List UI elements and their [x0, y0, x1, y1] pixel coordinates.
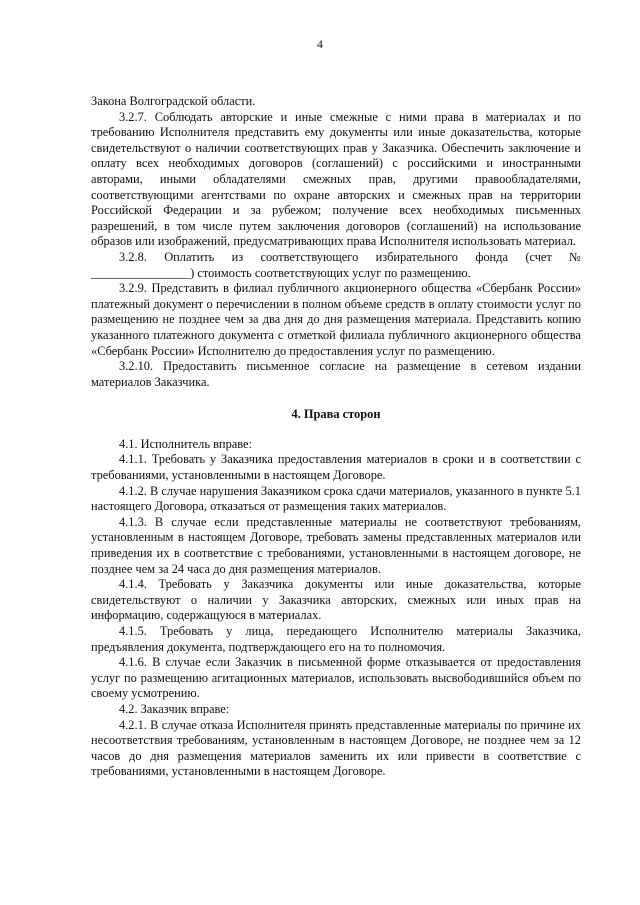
paragraph-4-1-2: 4.1.2. В случае нарушения Заказчиком срока сдачи материалов, указанного в пункте 5.1 настоящего Договора, отказаться от размещения таких материалов. [91, 483, 581, 514]
paragraph-4-1-5: 4.1.5. Требовать у лица, передающего Исполнителю материалы Заказчика, предъявления документа, подтверждающего его на то полномочия. [91, 624, 581, 654]
page-number: 4 [317, 37, 323, 51]
paragraph-4-1-3: 4.1.3. В случае если представленные материалы не соответствуют требованиям, установленным в настоящем Договоре, требовать замены представленных материалов или приведения их в соответствие с требованиями, установленными в настоящем договоре, не позднее чем за 24 часа до дня размещения материалов. [91, 514, 581, 576]
paragraph-3-2-7: 3.2.7. Соблюдать авторские и иные смежные с ними права в материалах и по требованию Исполнителя представить ему документы или иные доказательства, которые свидетельствуют о наличии соответствующих прав у Заказчика. Обеспечить заключение и оплату всех необходимых договоров (соглашений) с российскими и иностранными авторами, иными обладателями смежных прав, другими правообладателями, соответствующими агентствами по охране авторских и смежных прав на территории Российской Федерации и за рубежом; получение всех необходимых письменных разрешений, в том числе путем заключения договоров (соглашений) на использование образов или изображений, предусматривающих права Исполнителя использовать материал. [91, 109, 581, 249]
paragraph-3-2-10: 3.2.10. Предоставить письменное согласие на размещение в сетевом издании материалов Заказчика. [91, 359, 581, 389]
paragraph-3-2-8: 3.2.8. Оплатить из соответствующего избирательного фонда (счет № ________________) стоимость соответствующих услуг по размещению. [91, 249, 581, 280]
paragraph-4-1-1: 4.1.1. Требовать у Заказчика предоставления материалов в сроки и в соответствии с требованиями, установленными в настоящем Договоре. [91, 452, 581, 483]
paragraph-4-2: 4.2. Заказчик вправе: [119, 701, 230, 716]
document-body [91, 94, 581, 780]
paragraph-4-1: 4.1. Исполнитель вправе: [119, 436, 252, 451]
paragraph-4-1-4: 4.1.4. Требовать у Заказчика документы или иные доказательства, которые свидетельствуют о наличии у Заказчика авторских, смежных или иных прав на информацию, содержащуюся в материалах. [91, 577, 581, 623]
paragraph-4-1-6: 4.1.6. В случае если Заказчик в письменной форме отказывается от предоставления услуг по размещению агитационных материалов, использовать высвободившийся объем по своему усмотрению. [91, 655, 581, 701]
paragraph-3-2-9: 3.2.9. Представить в филиал публичного акционерного общества «Сбербанк России» платежный документ о перечислении в полном объеме средств в оплату стоимости услуг по размещению не позднее чем за два дня до дня размещения материала. Представить копию указанного платежного документа с отметкой филиала публичного акционерного общества «Сбербанк России» Исполнителю до предоставления услуг по размещению. [91, 281, 581, 358]
paragraph-law-reference: Закона Волгоградской области. [91, 94, 256, 108]
section-heading: 4. Права сторон [291, 407, 381, 422]
paragraph-4-2-1: 4.2.1. В случае отказа Исполнителя принять представленные материалы по причине их несоответствия требованиям, установленным в настоящем Договоре, не позднее чем за 12 часов до дня размещения материалов заменить их или привести в соответствие с требованиями, установленными в настоящем Договоре. [91, 717, 581, 779]
